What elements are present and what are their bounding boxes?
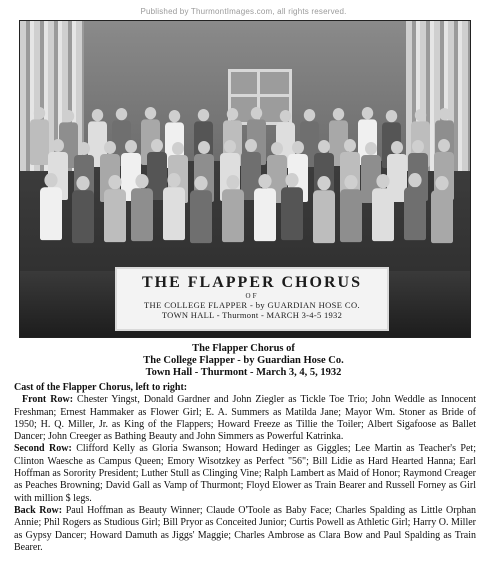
sign-of: OF	[245, 292, 259, 300]
figure-head	[317, 176, 330, 190]
figure-head	[44, 173, 57, 187]
figure-body	[190, 190, 212, 243]
figure-body	[104, 189, 126, 242]
figure-head	[292, 141, 304, 154]
figure-head	[408, 173, 421, 187]
figure-body	[281, 187, 303, 240]
figure-head	[271, 142, 283, 155]
figure-body	[313, 190, 335, 243]
figure-head	[151, 139, 163, 152]
figure-body	[431, 190, 453, 243]
figure-head	[391, 141, 403, 154]
figure-head	[198, 141, 210, 154]
figure-head	[415, 109, 426, 121]
figure-body	[404, 187, 426, 240]
figure-head	[104, 141, 116, 154]
figure-head	[386, 110, 397, 122]
chorus-photograph	[19, 20, 471, 338]
caption-line-1: The Flapper Chorus of	[192, 343, 295, 354]
figure-head	[92, 109, 103, 121]
stage-sign	[115, 267, 389, 331]
figure-head	[251, 107, 262, 119]
row-text: Paul Hoffman as Beauty Winner; Claude O'Toole as Baby Face; Charles Spalding as Little Orphan Annie; Phil Rogers as Studious Girl; Bill Pryor as Conceited Junior; Curtis Powell as Athletic Girl; Harry O. Miller as Gypsy Dancer; Howard Damuth as Jiggs' Maggie; Charles Ambrose as Clara Bow and Paul Spalding as Train Bearer.	[14, 504, 477, 553]
figure-body	[30, 119, 49, 165]
figure-head	[245, 139, 257, 152]
figure-head	[167, 173, 180, 187]
figure-body	[131, 188, 153, 241]
row-text: Clifford Kelly as Gloria Swanson; Howard Hedinger as Giggles; Lee Martin as Teacher's Pet; Clinton Waesche as Campus Queen; Emory Wisotzkey as Perfect "56"; Bill Lidie as Hard Hearted Hanna; Earl Hoffman as Sorority President; Luther Stull as Clinging Vine; Ralph Lambert as Maid of Honor; Raymond Creager as Peaches Browning; David Gall as Vamp of Thurmont; Floyd Elower as Train Bearer and Russell Forney as Girl with million $ legs.	[14, 443, 476, 504]
caption-line-2: The College Flapper - by Guardian Hose Co.	[143, 355, 344, 366]
figure-head	[108, 175, 121, 189]
figure-head	[34, 107, 45, 119]
figure-body	[340, 189, 362, 242]
figure-head	[365, 142, 377, 155]
figure-head	[172, 142, 184, 155]
figure-head	[438, 139, 450, 152]
figure-head	[362, 107, 373, 119]
figure-head	[439, 108, 450, 120]
cast-heading: Cast of the Flapper Chorus, left to right:	[14, 382, 188, 393]
sign-venue-date: TOWN HALL - Thurmont - MARCH 3-4-5 1932	[161, 310, 343, 320]
row-label: Front Row:	[22, 394, 74, 406]
figure-head	[125, 140, 137, 153]
sign-title: THE FLAPPER CHORUS	[141, 274, 362, 291]
figure-head	[333, 108, 344, 120]
figure-head	[304, 109, 315, 121]
figure-head	[226, 175, 239, 189]
figure-head	[194, 176, 207, 190]
figure-head	[63, 110, 74, 122]
sign-subtitle: THE COLLEGE FLAPPER - by GUARDIAN HOSE CO.	[143, 300, 361, 310]
figure-head	[435, 176, 448, 190]
caption-line-3: Town Hall - Thurmont - March 3, 4, 5, 1932	[145, 367, 342, 378]
figure-head	[318, 140, 330, 153]
figure-head	[198, 109, 209, 121]
cast-group	[20, 107, 470, 277]
figure-body	[40, 187, 62, 240]
watermark-text: Published by ThurmontImages.com, all rights reserved.	[140, 7, 347, 16]
figure-body	[222, 189, 244, 242]
figure-head	[344, 139, 356, 152]
figure-head	[258, 174, 271, 188]
figure-body	[372, 188, 394, 241]
figure-head	[344, 175, 357, 189]
figure-head	[52, 139, 64, 152]
figure-body	[163, 187, 185, 240]
figure-head	[376, 174, 389, 188]
figure-head	[280, 110, 291, 122]
figure-head	[169, 110, 180, 122]
row-label: Back Row:	[14, 504, 63, 516]
figure-head	[227, 108, 238, 120]
figure-head	[76, 176, 89, 190]
figure-body	[254, 188, 276, 241]
row-text: Chester Yingst, Donald Gardner and John Ziegler as Tickle Toe Trio; John Weddle as Innocent Freshman; Ernest Hammaker as Flower Girl; E. A. Summers as Matilda Jane; Mayor Wm. Stoner as Bride of 1950; H. Q. Miller, Jr. as King of the Flappers; Howard Freeze as Tillie the Toiler; Albert Sigafoose as Ballet Dancer; John Creeger as Bathing Beauty and John Simmers as Powerful Katrinka.	[14, 394, 477, 443]
figure-head	[116, 108, 127, 120]
photo-caption	[0, 343, 487, 379]
figure-head	[285, 173, 298, 187]
row-label: Second Row:	[14, 443, 72, 455]
figure-body	[72, 190, 94, 243]
figure-head	[78, 142, 90, 155]
figure-head	[145, 107, 156, 119]
cast-row-front	[14, 394, 476, 554]
figure-head	[224, 140, 236, 153]
figure-head	[412, 140, 424, 153]
cast-list	[14, 382, 476, 554]
figure-head	[135, 174, 148, 188]
